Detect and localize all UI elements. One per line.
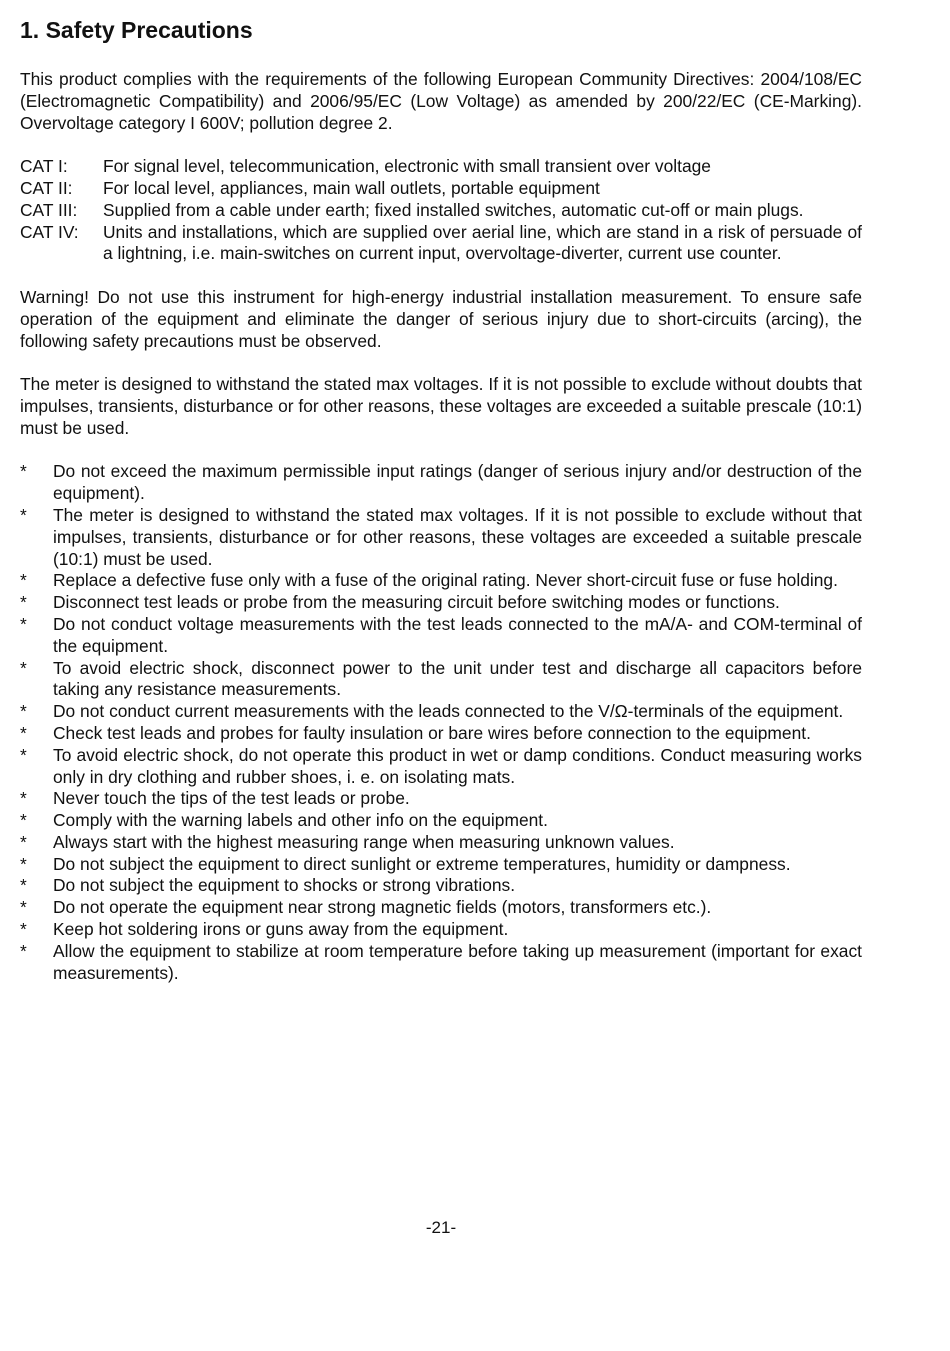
precaution-text: To avoid electric shock, do not operate this product in wet or damp conditions. Conduct measuring works only in dry clothing and rubber shoes, i. e. on isolating mats. [53, 744, 862, 787]
bullet-marker: * [20, 570, 27, 591]
bullet-marker: * [20, 810, 27, 831]
precaution-item [20, 745, 862, 789]
bullet-marker: * [20, 744, 27, 765]
bullet-marker: * [20, 657, 27, 678]
precaution-item [20, 723, 862, 745]
precaution-item [20, 854, 862, 876]
bullet-marker: * [20, 461, 27, 482]
precaution-text: Do not operate the equipment near strong magnetic fields (motors, transformers etc.). [53, 897, 712, 918]
bullet-marker: * [20, 592, 27, 613]
category-list [20, 156, 862, 265]
bullet-marker: * [20, 853, 27, 874]
precaution-item [20, 505, 862, 570]
category-row [20, 156, 862, 178]
category-label: CAT II: [20, 177, 73, 198]
precaution-text: Do not subject the equipment to shocks or strong vibrations. [53, 875, 516, 896]
precaution-text: Comply with the warning labels and other info on the equipment. [53, 810, 548, 831]
precaution-text: Do not exceed the maximum permissible input ratings (danger of serious injury and/or destruction of the equipment). [53, 461, 862, 504]
document-page [20, 10, 862, 984]
precaution-text: To avoid electric shock, disconnect power to the unit under test and discharge all capacitors before taking any resistance measurements. [53, 657, 862, 700]
bullet-marker: * [20, 613, 27, 634]
meter-note-paragraph: The meter is designed to withstand the stated max voltages. If it is not possible to exclude without doubts that impulses, transients, disturbance or for other reasons, these voltages are exceeded a suitable prescale (10:1) must be used. [20, 374, 862, 438]
bullet-marker: * [20, 875, 27, 896]
precaution-item [20, 461, 862, 505]
precaution-item [20, 701, 862, 723]
category-row [20, 222, 862, 266]
category-label: CAT IV: [20, 221, 79, 242]
precaution-item [20, 658, 862, 702]
bullet-marker: * [20, 897, 27, 918]
category-text: Units and installations, which are supplied over aerial line, which are stand in a risk of persuade of a lightning, i.e. main-switches on current input, overvoltage-diverter, current use counter. [103, 221, 862, 264]
precaution-item [20, 941, 862, 985]
precaution-item [20, 788, 862, 810]
bullet-marker: * [20, 722, 27, 743]
warning-paragraph: Warning! Do not use this instrument for high-energy industrial installation measurement. To ensure safe operation of the equipment and eliminate the danger of serious injury due to short-circuits (arcing), the following safety precautions must be observed. [20, 286, 862, 351]
precaution-item [20, 810, 862, 832]
precaution-text: Do not conduct voltage measurements with the test leads connected to the mA/A- and COM-terminal of the equipment. [53, 613, 862, 656]
precaution-item [20, 570, 862, 592]
precaution-text: Allow the equipment to stabilize at room temperature before taking up measurement (important for exact measurements). [53, 940, 862, 983]
bullet-marker: * [20, 919, 27, 940]
bullet-marker: * [20, 788, 27, 809]
category-text: For local level, appliances, main wall outlets, portable equipment [103, 177, 600, 198]
precaution-item [20, 614, 862, 658]
category-text: For signal level, telecommunication, electronic with small transient over voltage [103, 156, 711, 177]
precaution-item [20, 875, 862, 897]
precaution-item [20, 919, 862, 941]
precaution-text: Replace a defective fuse only with a fuse of the original rating. Never short-circuit fuse or fuse holding. [53, 570, 838, 591]
section-heading: 1. Safety Precautions [20, 17, 253, 43]
precaution-text: Do not subject the equipment to direct sunlight or extreme temperatures, humidity or dampness. [53, 853, 791, 874]
precaution-list [20, 461, 862, 984]
page-number: -21- [425, 1218, 457, 1237]
precaution-item [20, 832, 862, 854]
category-label: CAT III: [20, 199, 78, 220]
precaution-text: Check test leads and probes for faulty insulation or bare wires before connection to the equipment. [53, 722, 811, 743]
bullet-marker: * [20, 504, 27, 525]
intro-paragraph: This product complies with the requirements of the following European Community Directives: 2004/108/EC (Electromagnetic Compatibility) and 2006/95/EC (Low Voltage) as amended by 200/22/EC (CE-Marking). Overvoltage category I 600V; pollution degree 2. [20, 69, 862, 133]
precaution-text: The meter is designed to withstand the stated max voltages. If it is not possible to exclude without that impulses, transients, disturbance or for other reasons, these voltages are exceeded a suitable prescale (10:1) must be used. [53, 504, 862, 569]
category-row [20, 178, 862, 200]
bullet-marker: * [20, 701, 27, 722]
precaution-text: Never touch the tips of the test leads or probe. [53, 788, 410, 809]
bullet-marker: * [20, 940, 27, 961]
precaution-text: Always start with the highest measuring range when measuring unknown values. [53, 831, 675, 852]
precaution-text: Disconnect test leads or probe from the measuring circuit before switching modes or functions. [53, 592, 780, 613]
bullet-marker: * [20, 831, 27, 852]
category-row [20, 200, 862, 222]
precaution-text: Keep hot soldering irons or guns away from the equipment. [53, 919, 509, 940]
precaution-item [20, 897, 862, 919]
category-text: Supplied from a cable under earth; fixed installed switches, automatic cut-off or main plugs. [103, 199, 804, 220]
precaution-item [20, 592, 862, 614]
precaution-text: Do not conduct current measurements with the leads connected to the V/Ω-terminals of the equipment. [53, 701, 844, 722]
category-label: CAT I: [20, 156, 68, 177]
